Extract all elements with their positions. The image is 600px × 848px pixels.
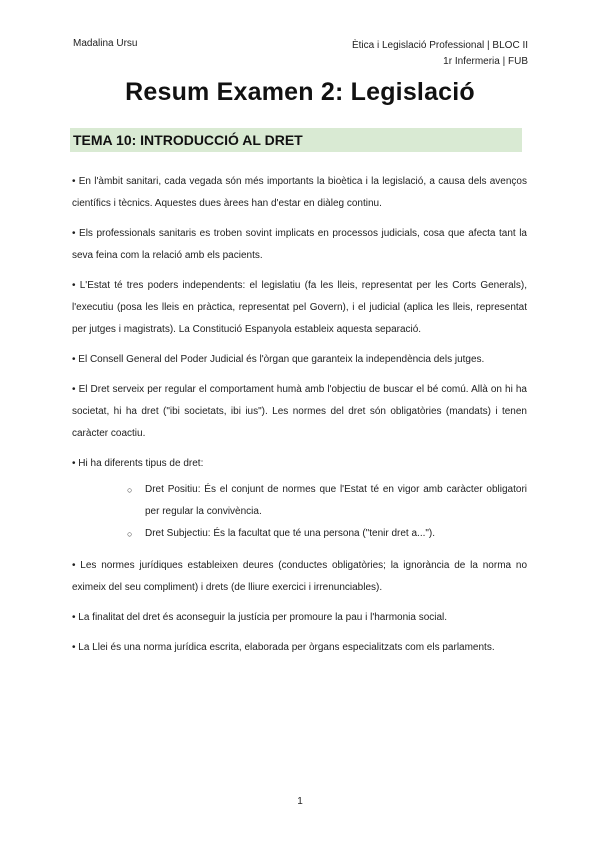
page-number: 1	[297, 796, 303, 807]
header-year: 1r Infermeria | FUB	[443, 56, 528, 67]
section-heading	[70, 128, 522, 152]
paragraph: • Hi ha diferents tipus de dret:	[72, 458, 204, 469]
list-item	[72, 479, 527, 523]
paragraph: • L'Estat té tres poders independents: el legislatiu (fa les lleis, representat per les Corts Generals), l'executiu (posa les lleis en pràctica, representat pel Govern), i el judicial (aplica les lleis, representat per jutges i magistrats). La Constitució Espanyola estableix aquesta separació.	[72, 280, 527, 335]
list-item-text: Dret Positiu: És el conjunt de normes que l'Estat té en vigor amb caràcter obligatori per regular la convivència.	[145, 484, 527, 517]
law-types-list	[72, 479, 527, 545]
paragraph: • El Dret serveix per regular el comportament humà amb l'objectiu de buscar el bé comú. Allà on hi ha societat, hi ha dret ("ibi societats, ibi ius"). Les normes del dret són obligatòries (mandats) i tenen caràcter coactiu.	[72, 384, 527, 439]
page-title: Resum Examen 2: Legislació	[125, 78, 475, 106]
list-item-text: Dret Subjectiu: És la facultat que té una persona ("tenir dret a...").	[145, 528, 436, 539]
section-title: TEMA 10: INTRODUCCIÓ AL DRET	[73, 132, 303, 148]
circle-bullet-icon: ○	[127, 529, 133, 539]
paragraph: • Les normes jurídiques estableixen deures (conductes obligatòries; la ignorància de la norma no eximeix del seu compliment) i drets (de lliure exercici i irrenunciables).	[72, 560, 527, 593]
header-course: Ètica i Legislació Professional | BLOC II	[351, 40, 528, 51]
list-item	[72, 523, 527, 545]
paragraph: • La finalitat del dret és aconseguir la justícia per promoure la pau i l'harmonia social.	[72, 612, 448, 623]
document-body	[72, 171, 527, 667]
paragraph: • En l'àmbit sanitari, cada vegada són més importants la bioètica i la legislació, a causa dels avenços científics i tècnics. Aquestes dues àrees han d'estar en diàleg continu.	[72, 176, 527, 209]
paragraph: • Els professionals sanitaris es troben sovint implicats en processos judicials, cosa que afecta tant la seva feina com la relació amb els pacients.	[72, 228, 527, 261]
header-course-info	[352, 38, 528, 70]
header-author: Madalina Ursu	[73, 38, 138, 49]
circle-bullet-icon: ○	[127, 485, 133, 495]
paragraph: • La Llei és una norma jurídica escrita, elaborada per òrgans especialitzats com els parlaments.	[72, 642, 495, 653]
paragraph: • El Consell General del Poder Judicial és l'òrgan que garanteix la independència dels jutges.	[72, 354, 485, 365]
